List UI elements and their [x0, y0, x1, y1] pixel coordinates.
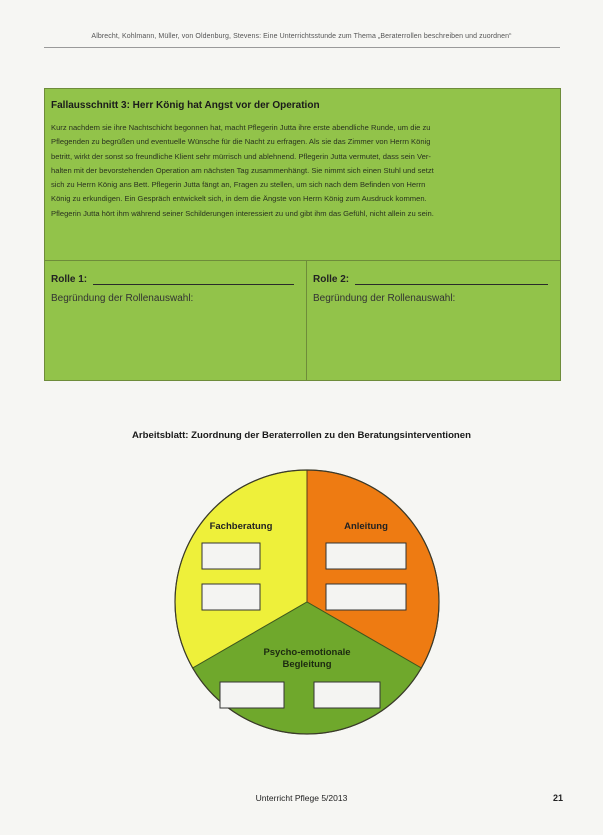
role-pie-diagram	[172, 467, 442, 737]
role-2-answer-line[interactable]	[355, 274, 548, 285]
label-fachberatung: Fachberatung	[209, 521, 273, 532]
role-1-cell	[45, 261, 307, 380]
case-text-line: Kurz nachdem sie ihre Nachtschicht begonnen hat, macht Pflegerin Jutta ihre erste abendliche Runde, um die zu	[51, 123, 431, 132]
role-1-label: Rolle 1:	[51, 274, 88, 285]
case-text-line: Pflegenden zu begrüßen und eventuelle Wünsche für die Nacht zu erfragen. Als sie das Zimmer von Herrn König	[51, 137, 431, 147]
case-text-line: halten mit der bevorstehenden Operation am nächsten Tag zusammenhängt. Sie nimmt sich einen Stuhl und setzt	[51, 165, 434, 175]
answer-box-fachberatung-1[interactable]	[202, 543, 260, 569]
role-2-row	[313, 269, 554, 285]
answer-box-anleitung-2[interactable]	[326, 584, 406, 610]
role-2-label: Rolle 2:	[313, 274, 350, 285]
case-title: Fallausschnitt 3: Herr König hat Angst vor der Operation	[51, 100, 320, 111]
role-2-cell	[307, 261, 560, 380]
role-1-answer-line[interactable]	[93, 274, 294, 285]
answer-box-psycho-2[interactable]	[314, 682, 380, 708]
role-1-row	[51, 269, 300, 285]
role-2-reason-label: Begründung der Rollenauswahl:	[313, 293, 456, 304]
page-number: 21	[553, 793, 564, 803]
answer-box-psycho-1[interactable]	[220, 682, 284, 708]
case-text-line: betritt, wirkt der sonst so freundliche Klient sehr mürrisch und ablehnend. Pflegerin Jutta vermutet, dass sein Ver-	[51, 151, 431, 161]
case-box	[44, 88, 561, 381]
case-text-line: König zu erkundigen. Ein Gespräch entwickelt sich, in dem die Ängste von Herrn König zum Ausdruck kommen.	[51, 194, 427, 204]
case-text	[51, 121, 554, 221]
case-text-line: Pflegerin Jutta hört ihm während seiner Schilderungen interessiert zu und gibt ihm das Gefühl, nicht allein zu sein.	[51, 208, 434, 218]
answer-box-fachberatung-2[interactable]	[202, 584, 260, 610]
label-psycho-line2: Begleitung	[282, 659, 332, 670]
answer-box-anleitung-1[interactable]	[326, 543, 406, 569]
case-description	[45, 89, 560, 261]
label-anleitung: Anleitung	[344, 521, 388, 532]
header-divider	[44, 47, 560, 48]
footer-journal: Unterricht Pflege 5/2013	[255, 793, 348, 803]
worksheet-title: Arbeitsblatt: Zuordnung der Beraterrollen zu den Beratungsinterventionen	[131, 430, 471, 441]
case-text-line: sich zu Herrn König ans Bett. Pflegerin Jutta fängt an, Fragen zu stellen, um sich nach dem Befinden von Herrn	[51, 180, 426, 190]
running-head: Albrecht, Kohlmann, Müller, von Oldenburg, Stevens: Eine Unterrichtsstunde zum Thema „Beraterrollen beschreiben und zuordnen“	[91, 33, 512, 40]
role-1-reason-label: Begründung der Rollenauswahl:	[51, 293, 194, 304]
label-psycho-line1: Psycho-emotionale	[263, 647, 351, 658]
